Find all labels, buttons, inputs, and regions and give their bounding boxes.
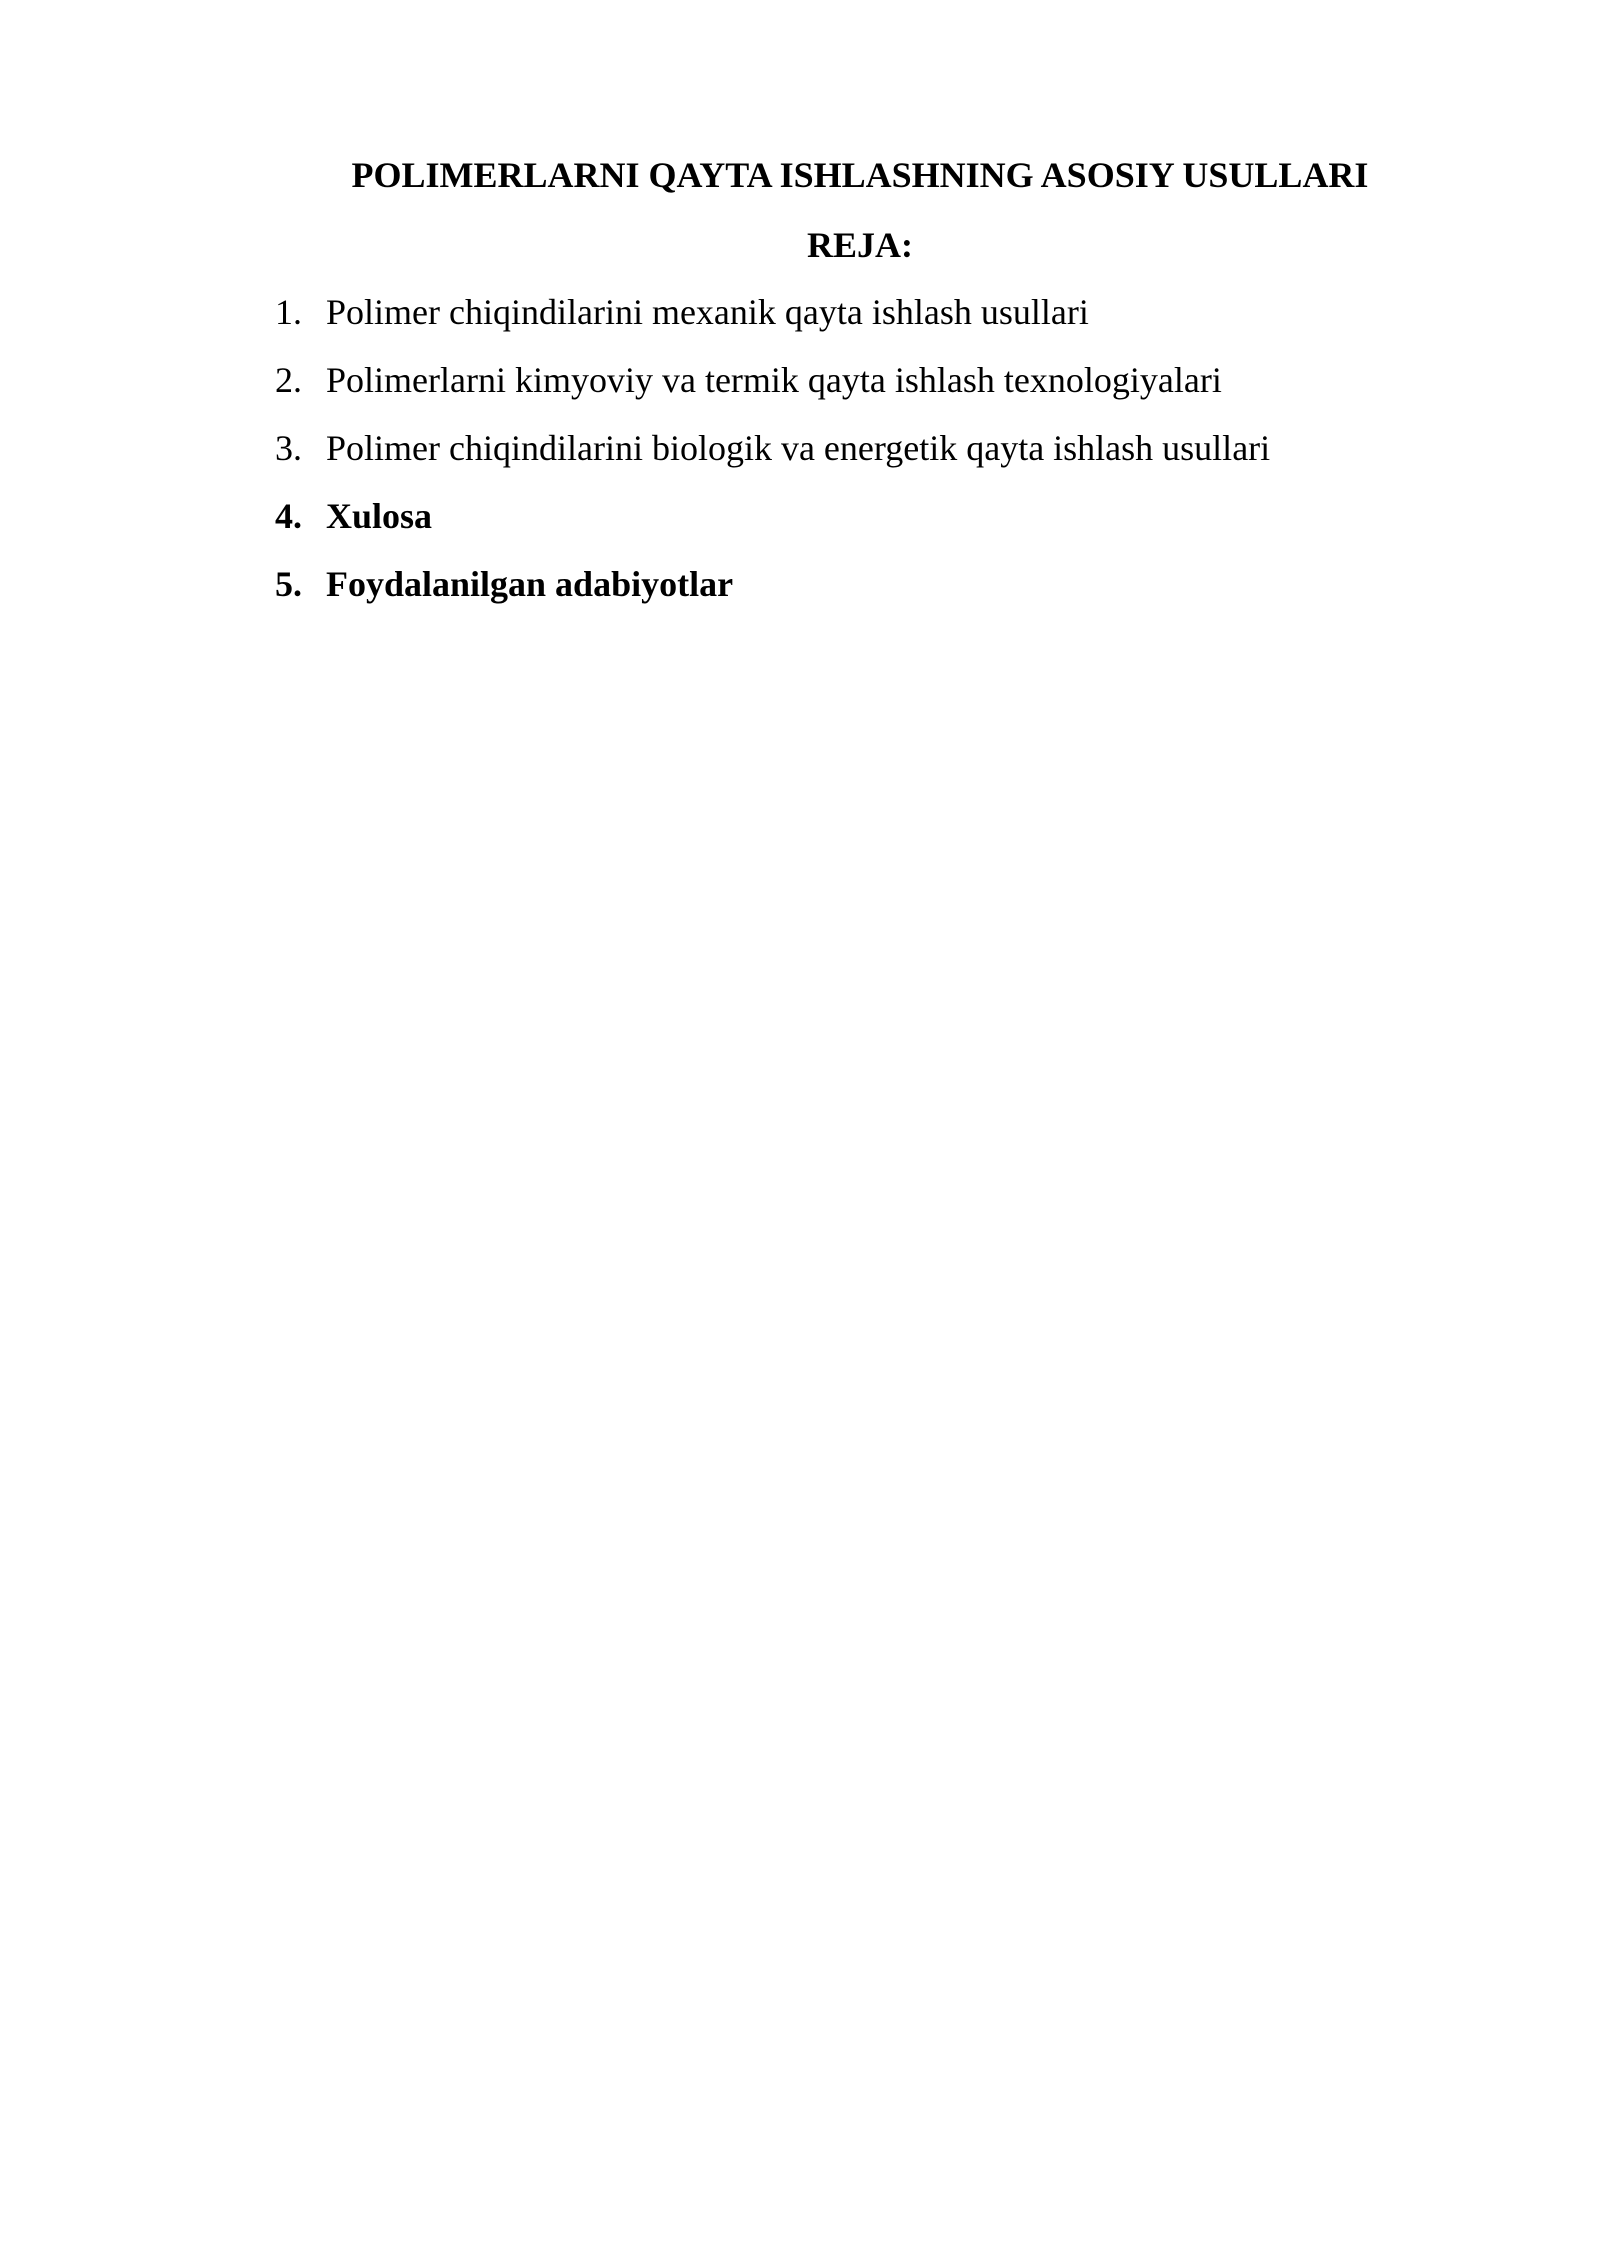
plan-list <box>275 285 1475 625</box>
plan-item-text: Foydalanilgan adabiyotlar <box>326 564 734 604</box>
plan-item <box>275 285 1475 353</box>
plan-item-text: Polimer chiqindilarini mexanik qayta ishlash usullari <box>326 292 1089 332</box>
plan-item-number: 1. <box>275 292 302 332</box>
plan-item-text: Polimer chiqindilarini biologik va energetik qayta ishlash usullari <box>326 428 1271 468</box>
plan-item-number: 4. <box>275 496 302 536</box>
plan-item <box>275 557 1475 625</box>
plan-item-text: Polimerlarni kimyoviy va termik qayta ishlash texnologiyalari <box>326 360 1222 400</box>
plan-item-number: 2. <box>275 360 302 400</box>
plan-item-number: 5. <box>275 564 302 604</box>
document-title: POLIMERLARNI QAYTA ISHLASHNING ASOSIY USULLARI <box>351 155 1369 195</box>
plan-item-number: 3. <box>275 428 302 468</box>
plan-item <box>275 489 1475 557</box>
plan-item-text: Xulosa <box>326 496 433 536</box>
plan-heading: REJA: <box>807 225 913 265</box>
plan-item <box>275 353 1475 421</box>
plan-item <box>275 421 1475 489</box>
